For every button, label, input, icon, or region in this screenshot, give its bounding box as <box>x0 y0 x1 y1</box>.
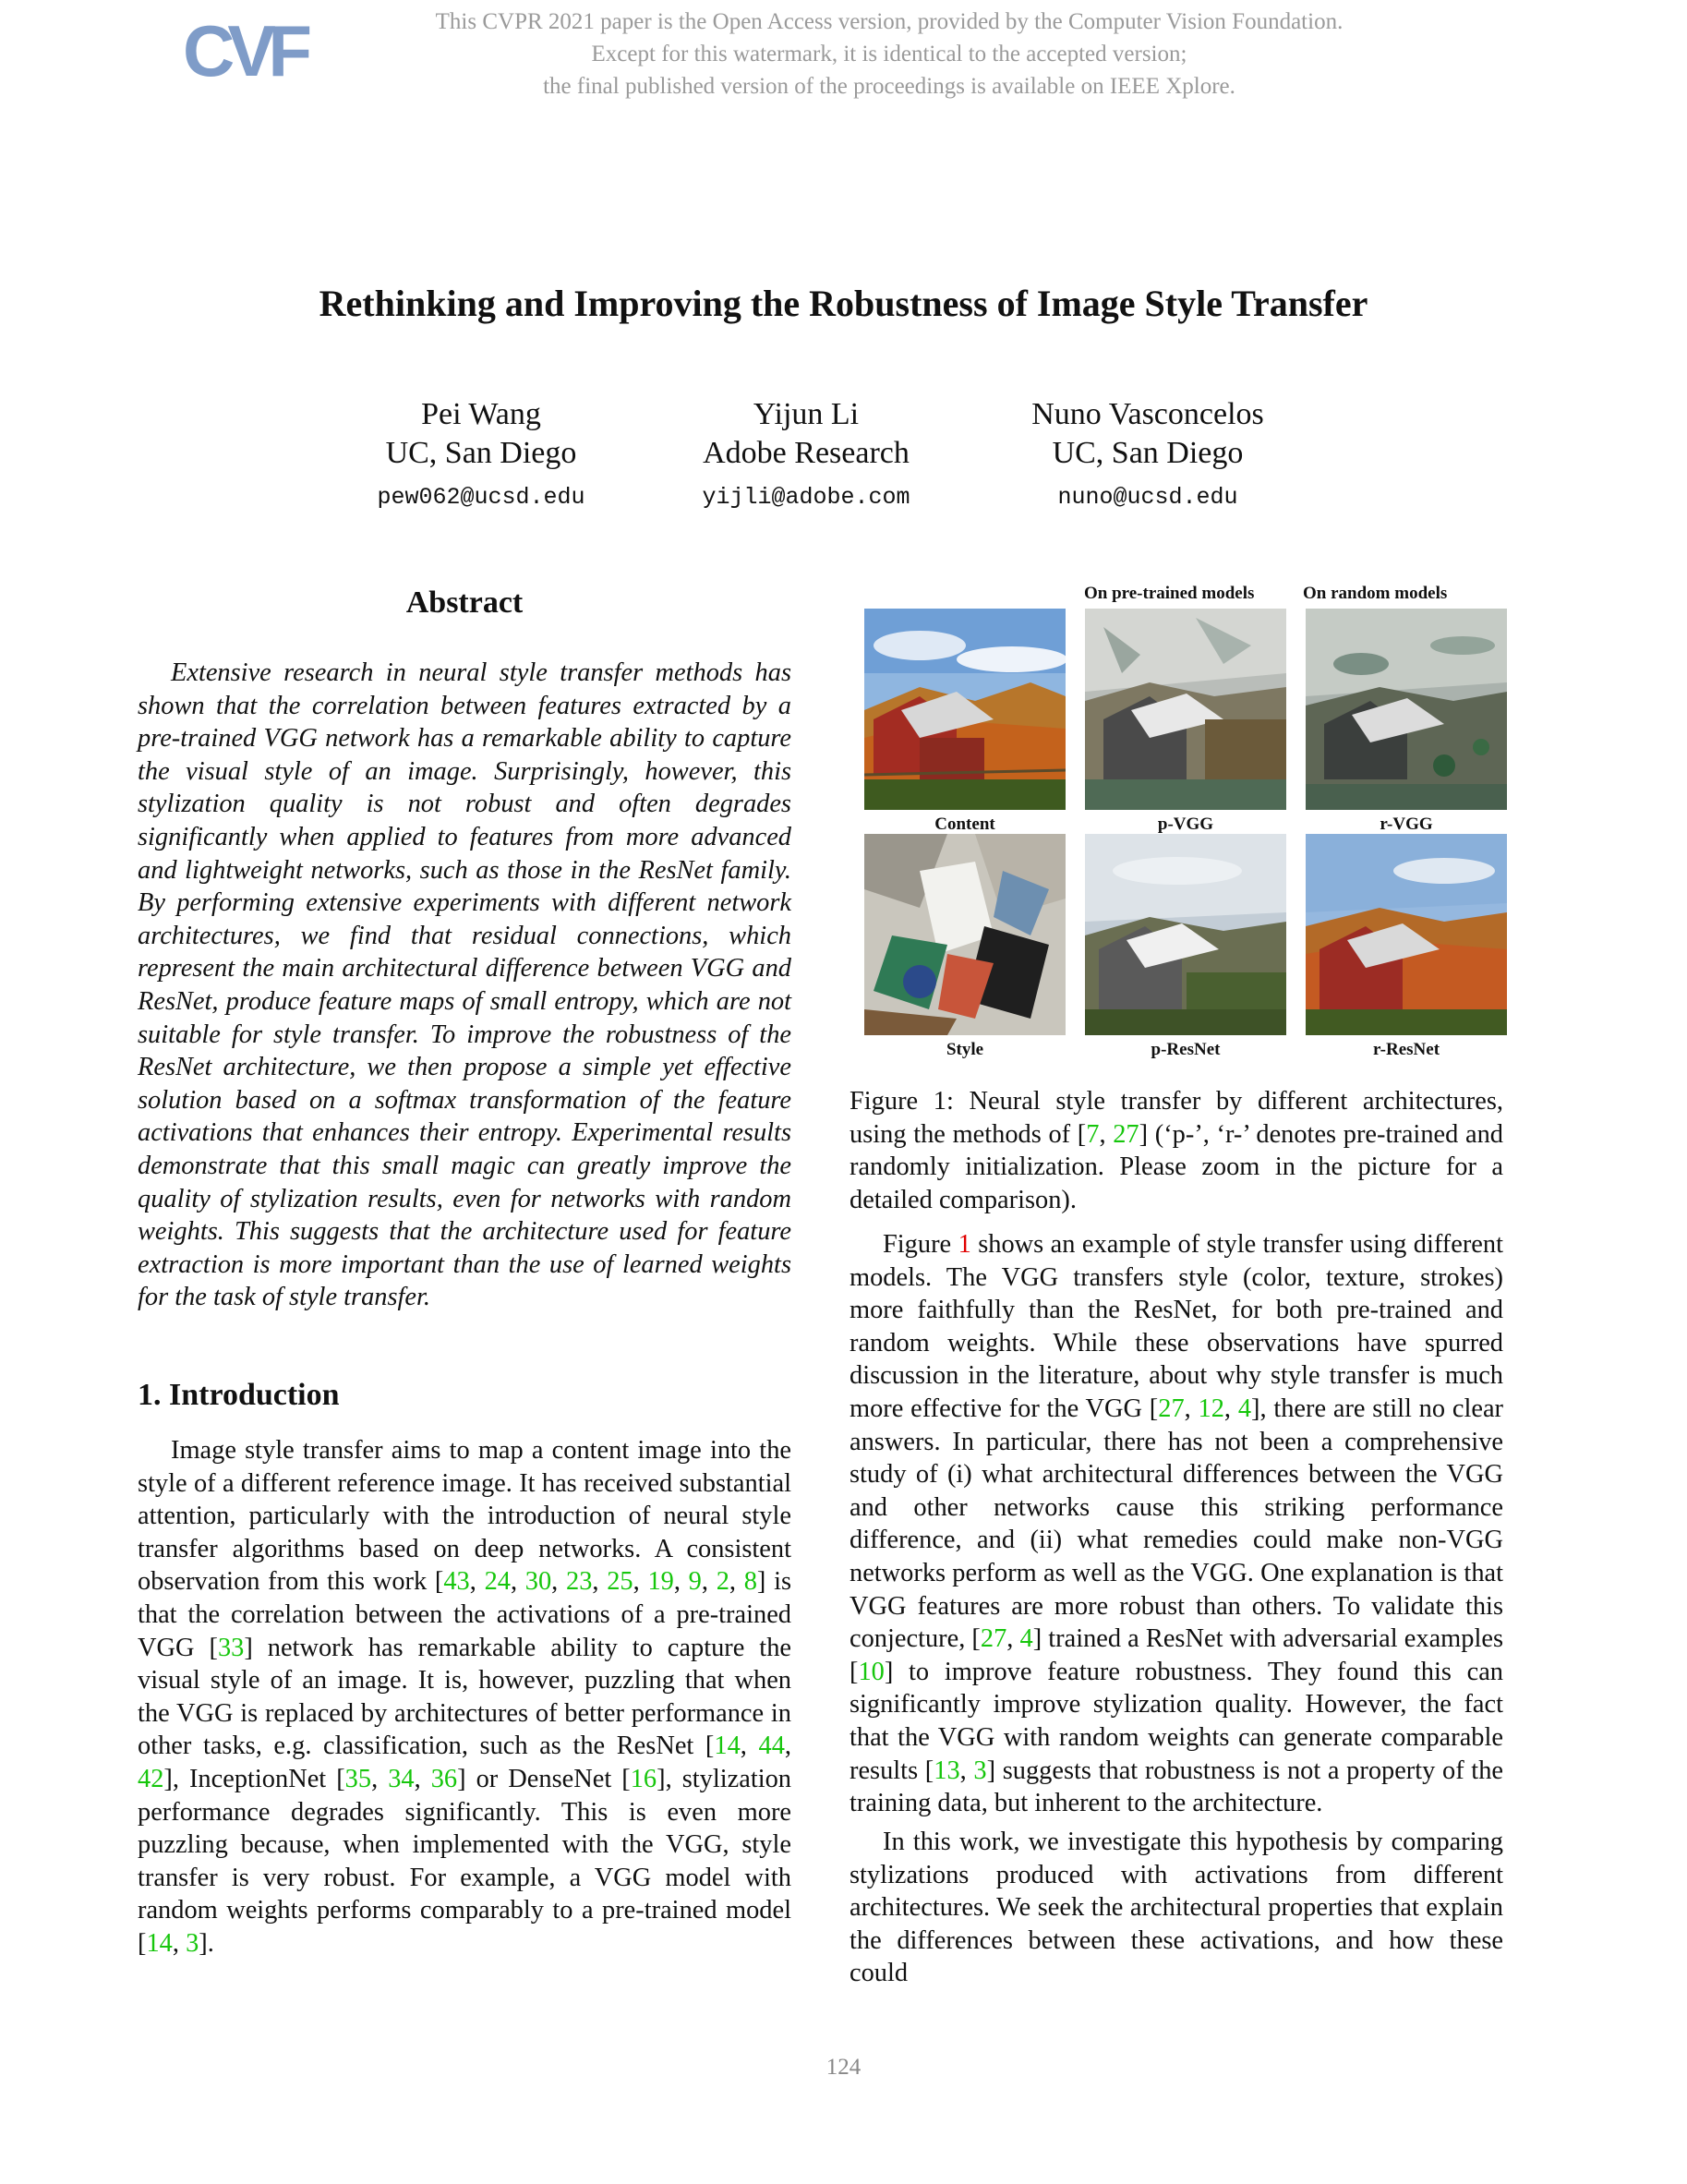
figure-header-random: On random models <box>1303 584 1448 603</box>
author-affiliation: UC, San Diego <box>385 436 577 470</box>
open-access-watermark <box>305 6 1474 103</box>
author-block-3 <box>1014 395 1282 513</box>
r-vgg-result-image <box>1306 609 1507 810</box>
figure-1 <box>861 584 1488 1064</box>
content-image <box>864 609 1066 810</box>
watermark-line-1: This CVPR 2021 paper is the Open Access version, provided by the Computer Vision Foundation. <box>435 9 1344 34</box>
author-name: Yijun Li <box>753 397 860 431</box>
cvf-logo <box>181 9 310 94</box>
label-content: Content <box>934 814 995 834</box>
citation-link[interactable]: 27 <box>1158 1394 1185 1423</box>
author-email[interactable]: yijli@adobe.com <box>702 484 910 511</box>
citation-link[interactable]: 33 <box>217 1633 245 1662</box>
page-number: 124 <box>825 2055 862 2080</box>
citation-link[interactable]: 8 <box>743 1567 757 1597</box>
watermark-line-3: the final published version of the proceedings is available on IEEE Xplore. <box>543 74 1235 99</box>
citation-link[interactable]: 3 <box>186 1928 199 1958</box>
citation-link[interactable]: 36 <box>430 1764 458 1793</box>
label-p-resnet: p-ResNet <box>1151 1040 1221 1059</box>
abstract-heading: Abstract <box>405 585 524 620</box>
author-name: Nuno Vasconcelos <box>1031 397 1264 431</box>
author-block-2 <box>686 395 926 513</box>
citation-link[interactable]: 13 <box>934 1756 960 1785</box>
citation-link[interactable]: 4 <box>1237 1394 1252 1423</box>
citation-link[interactable]: 42 <box>138 1764 164 1793</box>
author-affiliation: Adobe Research <box>703 436 910 470</box>
label-p-vgg: p-VGG <box>1157 814 1214 834</box>
p-vgg-result-image <box>1085 609 1286 810</box>
citation-link[interactable]: 16 <box>630 1764 657 1793</box>
p-resnet-result-image <box>1085 834 1286 1035</box>
author-name: Pei Wang <box>421 397 541 431</box>
citation-link[interactable]: 23 <box>566 1567 593 1597</box>
paper-title: Rethinking and Improving the Robustness of Image Style Transfer <box>319 283 1368 324</box>
citation-link[interactable]: 24 <box>484 1567 511 1597</box>
citation-link[interactable]: 43 <box>443 1567 470 1597</box>
style-image <box>864 834 1066 1035</box>
figure-1-caption: Figure 1: Neural style transfer by different architectures, using the methods of [7, 27] (‘p-’, ‘r-’ denotes pre-trained and randomly initialization. Please zoom in the picture for a detailed comparison). <box>850 1087 1503 1214</box>
citation-link[interactable]: 9 <box>688 1567 702 1597</box>
author-block-1 <box>366 395 596 513</box>
citation-link[interactable]: 10 <box>858 1657 885 1686</box>
introduction-paragraph: Image style transfer aims to map a content image into the style of a different reference image. It has received substantial attention, particularly with the introduction of neural style transfer algorithms based on deep networks. A consistent observation from this work [43, 24, 30, 23, 25, 19, 9, 2, 8] is that the correlation between the activations of a pre-trained VGG [33] network has remarkable ability to capture the visual style of an image. It is, however, puzzling that when the VGG is replaced by architectures of better performance in other tasks, e.g. classification, such as the ResNet [14, 44, 42], InceptionNet [35, 34, 36] or DenseNet [16], stylization performance degrades significantly. This is even more puzzling because, when implemented with the VGG, style transfer is very robust. For example, a VGG model with random weights performs comparably to a pre-trained model [14, 3]. <box>138 1436 792 1958</box>
author-affiliation: UC, San Diego <box>1052 436 1244 470</box>
citation-link[interactable]: 25 <box>607 1567 633 1597</box>
figure-header-pretrained: On pre-trained models <box>1084 584 1255 603</box>
citation-link[interactable]: 27 <box>1113 1119 1139 1149</box>
citation-link[interactable]: 4 <box>1019 1624 1033 1654</box>
figure-reference-link[interactable]: 1 <box>958 1230 971 1259</box>
label-r-resnet: r-ResNet <box>1372 1040 1440 1059</box>
citation-link[interactable]: 7 <box>1086 1119 1100 1149</box>
citation-link[interactable]: 44 <box>758 1732 785 1761</box>
citation-link[interactable]: 14 <box>146 1928 173 1958</box>
label-r-vgg: r-VGG <box>1380 814 1433 834</box>
body-paragraph-2: In this work, we investigate this hypothesis by comparing stylizations produced with activations from different architectures. We seek the architectural properties that explain the differences between these activations, and how these could <box>850 1828 1503 1988</box>
citation-link[interactable]: 2 <box>716 1567 729 1597</box>
cvf-logo-text: CVF <box>183 10 305 91</box>
citation-link[interactable]: 19 <box>647 1567 674 1597</box>
citation-link[interactable]: 14 <box>714 1732 741 1761</box>
watermark-line-2: Except for this watermark, it is identical to the accepted version; <box>591 42 1187 66</box>
citation-link[interactable]: 12 <box>1198 1394 1224 1423</box>
introduction-heading: 1. Introduction <box>138 1378 340 1412</box>
label-style: Style <box>946 1040 984 1059</box>
abstract-body: Extensive research in neural style transfer methods has shown that the correlation between features extracted by a pre-trained VGG network has a remarkable ability to capture the visual style of an image. Surprisingly, however, this stylization quality is not robust and often degrades significantly when applied to features from more advanced and lightweight networks, such as those in the ResNet family. By performing extensive experiments with different network architectures, we find that residual connections, which represent the main architectural difference between VGG and ResNet, produce feature maps of small entropy, which are not suitable for style transfer. To improve the robustness of the ResNet architecture, we then propose a simple yet effective solution based on a softmax transformation of the feature activations that enhances their entropy. Experimental results demonstrate that this small magic can greatly improve the quality of stylization results, even for networks with random weights. This suggests that the architecture used for feature extraction is more important than the use of learned weights for the task of style transfer. <box>138 658 791 1312</box>
author-email[interactable]: pew062@ucsd.edu <box>377 484 585 511</box>
citation-link[interactable]: 35 <box>344 1764 372 1793</box>
citation-link[interactable]: 34 <box>388 1764 415 1793</box>
citation-link[interactable]: 3 <box>973 1756 987 1785</box>
citation-link[interactable]: 30 <box>524 1567 552 1597</box>
r-resnet-result-image <box>1306 834 1507 1035</box>
author-email[interactable]: nuno@ucsd.edu <box>1057 484 1238 511</box>
body-paragraph-1: Figure 1 shows an example of style transfer using different models. The VGG transfers style (color, texture, strokes) more faithfully than the ResNet, for both pre-trained and random weights. While these observations have spurred discussion in the literature, about why style transfer is much more effective for the VGG [27, 12, 4], there are still no clear answers. In particular, there has not been a comprehensive study of (i) what architectural differences between the VGG and other networks cause this striking performance difference, and (ii) what remedies could make non-VGG networks perform as well as the VGG. One explanation is that VGG features are more robust than others. To validate this conjecture, [27, 4] trained a ResNet with adversarial examples [10] to improve feature robustness. They found this can significantly improve stylization quality. However, the fact that the VGG with random weights can generate comparable results [13, 3] suggests that robustness is not a property of the training data, but inherent to the architecture. <box>850 1230 1503 1818</box>
citation-link[interactable]: 27 <box>980 1624 1007 1654</box>
